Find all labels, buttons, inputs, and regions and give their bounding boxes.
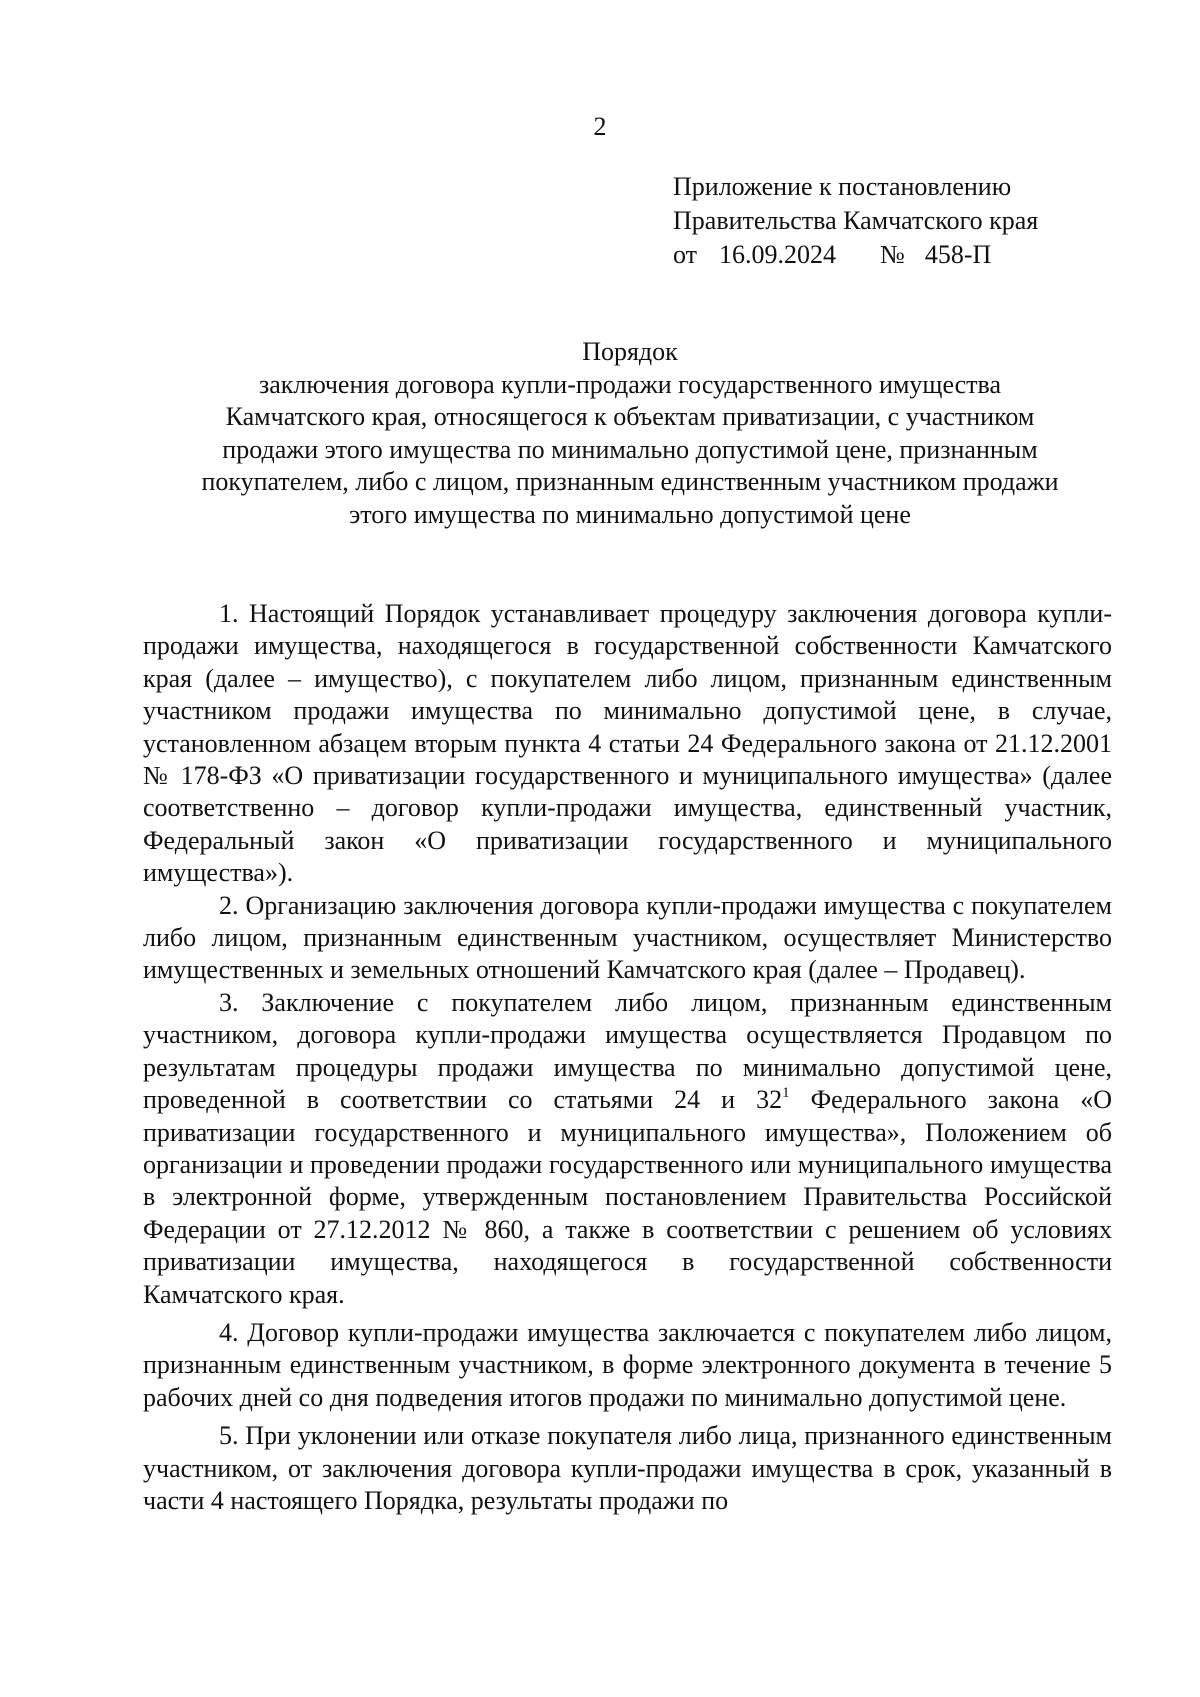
appendix-date-line [673, 238, 1038, 272]
title-line: этого имущества по минимально допустимой цене [349, 499, 911, 529]
page-number: 2 [593, 112, 607, 141]
title-line: продажи этого имущества по минимально допустимой цене, признанным [222, 434, 1038, 464]
title-line: Камчатского края, относящегося к объектам приватизации, с участником [225, 402, 1035, 431]
document-body [143, 598, 1112, 1517]
paragraph-3-part-a: 3. Заключение с покупателем либо лицом, признанным единственным участником, договора купли-продажи имущества осуществляется Продавцом по результатам процедуры продажи имущества по минимально допустимой цене, проведенной в соответствии со статьями 24 и 32 [143, 987, 1112, 1115]
document-title [150, 336, 1110, 531]
paragraph-3 [143, 987, 1112, 1311]
paragraph-1: 1. Настоящий Порядок устанавливает процедуру заключения договора купли-продажи имущества, находящегося в государственной собственности Камчатского края (далее – имущество), с покупателем либо лицом, признанным единственным участником продажи имущества по минимально допустимой цене, в случае, установленном абзацем вторым пункта 4 статьи 24 Федерального закона от 21.12.2001 № 178-ФЗ «О приватизации государственного и муниципального имущества» (далее соответственно – договор купли-продажи имущества, единственный участник, Федеральный закон «О приватизации государственного и муниципального имущества»). [143, 599, 1112, 888]
paragraph-2: 2. Организацию заключения договора купли-продажи имущества с покупателем либо лицом, признанным единственным участником, осуществляет Министерство имущественных и земельных отношений Камчатского края (далее – Продавец). [143, 890, 1112, 985]
resolution-number: 458-П [924, 240, 992, 269]
title-line: покупателем, либо с лицом, признанным единственным участником продажи [201, 467, 1059, 496]
paragraph-5: 5. При уклонении или отказе покупателя либо лица, признанного единственным участником, от заключения договора купли-продажи имущества в срок, указанный в части 4 настоящего Порядка, результаты продажи по [143, 1421, 1112, 1515]
title-line: заключения договора купли-продажи государственного имущества [258, 369, 1002, 399]
resolution-date: 16.09.2024 [719, 240, 837, 269]
number-sign: № [880, 240, 905, 269]
paragraph-3-part-b: Федерального закона «О приватизации государственного и муниципального имущества», Положением об организации и проведении продажи государственного или муниципального имущества в электронной форме, утвержденным постановлением Правительства Российской Федерации от 27.12.2012 № 860, а также в соответствии с решением об условиях приватизации имущества, находящегося в государственной собственности Камчатского края. [143, 1085, 1112, 1309]
appendix-line-1: Приложение к постановлению [673, 172, 1012, 201]
paragraph-4: 4. Договор купли-продажи имущества заключается с покупателем либо лицом, признанным единственным участником, в форме электронного документа в течение 5 рабочих дней со дня подведения итогов продажи по минимально допустимой цене. [143, 1317, 1112, 1412]
title-heading: Порядок [582, 337, 678, 366]
appendix-block [673, 170, 1038, 272]
superscript-article-number: 1 [782, 1085, 790, 1102]
date-prefix: от [673, 240, 698, 269]
appendix-line-2: Правительства Камчатского края [673, 206, 1039, 235]
